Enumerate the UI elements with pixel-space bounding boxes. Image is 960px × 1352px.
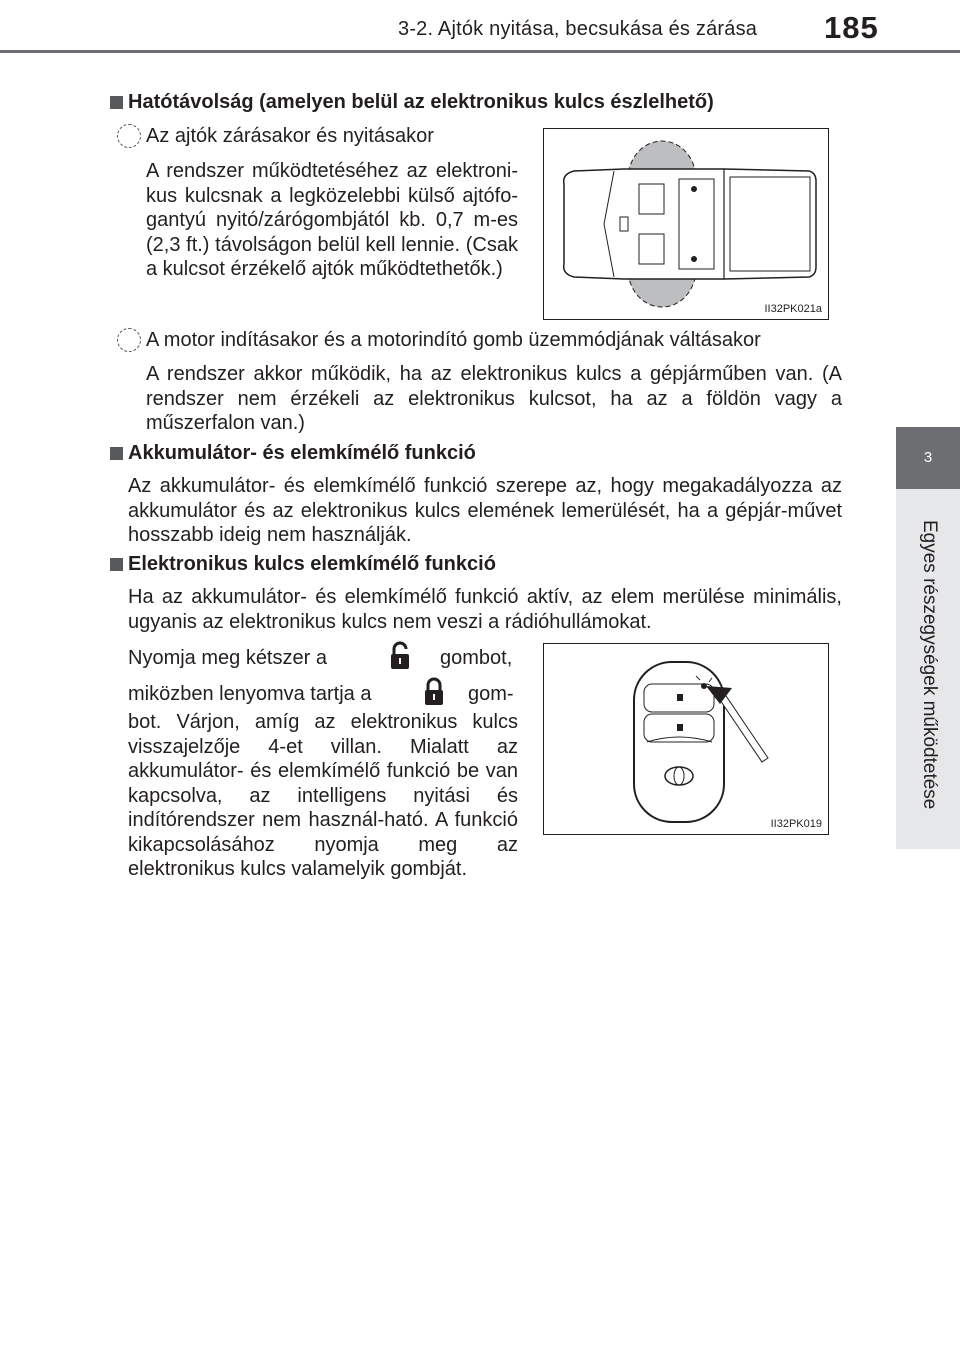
range-item1-body: A rendszer működtetéséhez az elektroni-kus kulcsnak a legközelebbi külső ajtófo-gantyú nyitó/zárógombjától kb. 0,7 m-es (2,3 ft.) távolságon belül kell lennie. (Csak a kulcsot érzékelő ajtók működtethetők.) [146, 160, 518, 280]
range-item2-body: A rendszer akkor működik, ha az elektronikus kulcs a gépjárműben van. (A rendszer nem érzékeli az elektronikus kulcsot, ha az a földön vagy a műszerfalon van.) [146, 363, 842, 434]
instruction-line1-end: gombot, [440, 647, 513, 669]
item-marker-icon [117, 328, 141, 352]
vehicle-figure-label: II32PK021a [764, 303, 822, 315]
section-title: 3-2. Ajtók nyitása, becsukása és zárása [398, 18, 758, 40]
chapter-tab [896, 427, 960, 489]
header-rule [0, 50, 960, 53]
key-saver-body: Ha az akkumulátor- és elemkímélő funkció aktív, az elem merülése minimális, ugyanis az elektronikus kulcs nem veszi a rádióhullámokat. [128, 586, 842, 633]
key-figure-label: II32PK019 [770, 818, 822, 830]
lock-icon [423, 677, 445, 707]
unlock-icon [389, 641, 411, 671]
item-marker-icon [117, 124, 141, 148]
range-item2-title: A motor indításakor és a motorindító gomb üzemmódjának váltásakor [146, 329, 761, 351]
instruction-rest: bot. Várjon, amíg az elektronikus kulcs visszajelzője 4-et villan. Mialatt az akkumulátor- és elemkímélő funkció be van kapcsolva, az intelligens nyitási és indítórendszer nem használ-ható. A funkció kikapcsolásához nyomja meg az elektronikus kulcs valamelyik gombját. [128, 711, 518, 880]
battery-body: Az akkumulátor- és elemkímélő funkció szerepe az, hogy megakadályozza az akkumulátor és az elektronikus kulcs elemének lemerülését, ha a gépjár-művet hosszabb ideig nem használják. [128, 475, 842, 546]
chapter-number: 3 [923, 449, 933, 466]
instruction-line2-end: gom- [468, 683, 514, 705]
range-item1-title: Az ajtók zárásakor és nyitásakor [146, 125, 434, 147]
key-fob-figure [543, 643, 829, 835]
section-bullet [110, 96, 123, 109]
battery-heading: Akkumulátor- és elemkímélő funkció [128, 442, 476, 464]
vehicle-range-figure [543, 128, 829, 320]
range-heading: Hatótávolság (amelyen belül az elektronikus kulcs észlelhető) [128, 91, 714, 113]
instruction-line2-start: miközben lenyomva tartja a [128, 683, 372, 705]
key-saver-heading: Elektronikus kulcs elemkímélő funkció [128, 553, 496, 575]
section-bullet [110, 447, 123, 460]
section-bullet [110, 558, 123, 571]
key-fob-illustration [544, 644, 828, 834]
vehicle-illustration [544, 129, 828, 319]
chapter-title: Egyes részegységek működtetése [919, 520, 940, 810]
instruction-line1-start: Nyomja meg kétszer a [128, 647, 327, 669]
page-number: 185 [824, 10, 879, 45]
